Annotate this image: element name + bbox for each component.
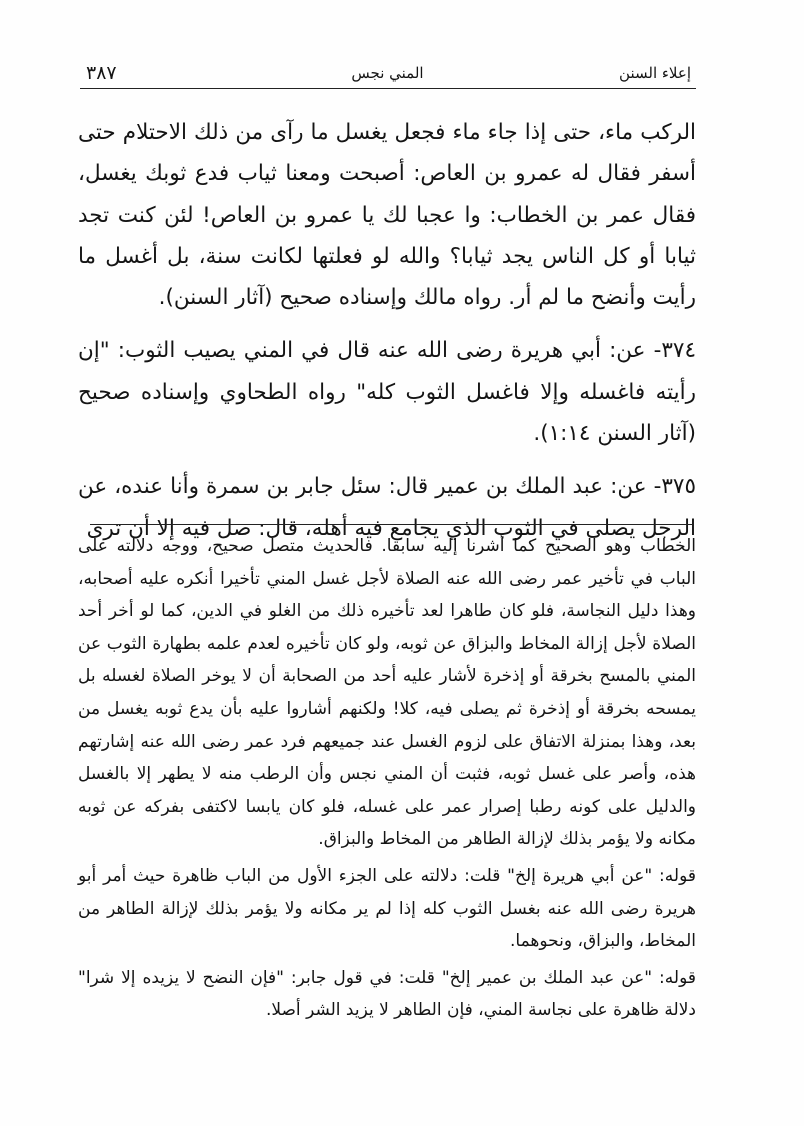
header-divider	[80, 88, 696, 89]
commentary-paragraph: قوله: "عن عبد الملك بن عمير إلخ" قلت: في قول جابر: "فإن النضح لا يزيده إلا شرا" دلالة ظاهرة على نجاسة المني، فإن الطاهر لا يزيد الشر أصلا.	[78, 967, 696, 1021]
hadith-375: ٣٧٥- عن: عبد الملك بن عمير قال: سئل جابر بن سمرة وأنا عنده، عن الرجل يصلى في الثوب الذي يجامع فيه أهله، قال: صل فيه إلا أن ترى	[78, 474, 696, 541]
main-text	[78, 112, 696, 549]
commentary-paragraph: الخطاب وهو الصحيح كما أشرنا إليه سابقا. فالحديث متصل صحيح، ووجه دلالته على الباب في تأخير عمر رضى الله عنه الصلاة لأجل غسل المني تأخيرا أنكره عليه أصحابه، وهذا دليل النجاسة، فلو كان طاهرا لعد تأخيره ذلك من الغلو في الدين، كما لو أخر أحد الصلاة لأجل إزالة المخاط والبزاق عن ثوبه، ولو كان تأخيره لعدم علمه بطهارة الثوب عن المني بالمسح بخرقة أو إذخرة لأشار عليه أحد من الصحابة أن لا يوخر الصلاة لغسله بل يمسحه بخرقة أو إذخرة ثم يصلى فيه، كلا! ولكنهم أشاروا عليه بأن يدع ثوبه يغسل من بعد، وهذا بمنزلة الاتفاق على لزوم الغسل عند جميعهم فرد عمر رضى الله عنه إشارتهم هذه، وأصر على غسل ثوبه، فثبت أن المني نجس وأن الرطب منه لا يطهر إلا بالغسل والدليل على كونه رطبا إصرار عمر على غسله، فلو كان يابسا لاكتفى بفركه عن ثوبه مكانه ولا يؤمر بذلك لإزالة الطاهر من المخاط والبزاق.	[78, 536, 696, 850]
hadith-374: ٣٧٤- عن: أبي هريرة رضى الله عنه قال في المني يصيب الثوب: "إن رأيته فاغسله وإلا فاغسل الثوب كله" رواه الطحاوي وإسناده صحيح (آثار السنن ١:١٤).	[78, 338, 696, 447]
footnote-divider	[90, 524, 694, 525]
page-header	[80, 58, 695, 86]
book-title: إعلاء السنن	[619, 64, 691, 82]
commentary-paragraph: قوله: "عن أبي هريرة إلخ" قلت: دلالته على الجزء الأول من الباب ظاهرة حيث أمر أبو هريرة رضى الله عنه بغسل الثوب كله إذا لم ير مكانه ولا يؤمر بذلك لإزالة الطاهر من المخاط، والبزاق، ونحوهما.	[78, 865, 696, 952]
page-number: ٣٨٧	[86, 62, 117, 84]
main-paragraph: الركب ماء، حتى إذا جاء ماء فجعل يغسل ما رآى من ذلك الاحتلام حتى أسفر فقال له عمرو بن العاص: أصبحت ومعنا ثياب فدع ثوبك يغسل، فقال عمر بن الخطاب: وا عجبا لك يا عمرو بن العاص! لئن كنت تجد ثيابا أو كل الناس يجد ثيابا؟ والله لو فعلتها لكانت سنة، بل أغسل ما رأيت وأنضح ما لم أر. رواه مالك وإسناده صحيح (آثار السنن).	[78, 120, 696, 311]
chapter-title: المني نجس	[351, 64, 424, 82]
commentary-text	[78, 530, 696, 1027]
